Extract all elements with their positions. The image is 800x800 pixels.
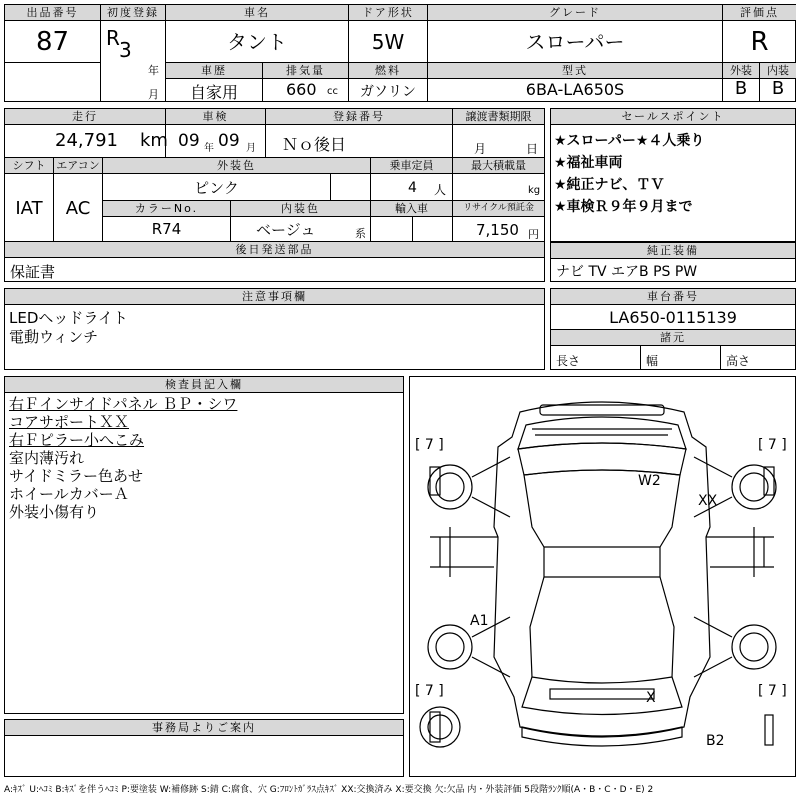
load-unit: kg <box>528 185 541 196</box>
ext-grade: B <box>734 78 748 99</box>
inspector-line: 右Ｆインサイドパネル ＢＰ・シワ <box>9 395 238 413</box>
mark-b2: B2 <box>706 733 725 749</box>
aircon: AC <box>65 198 91 219</box>
mileage-label: 走行 <box>5 109 165 125</box>
door-type: 5W <box>371 30 405 54</box>
inspector-line: 右Ｆピラー小へこみ <box>9 431 145 449</box>
insp-month: 09 <box>218 131 240 151</box>
lot-label: 出品番号 <box>5 5 100 21</box>
year-unit: 年 <box>148 64 159 77</box>
shift: IAT <box>15 198 43 219</box>
score: R <box>750 27 769 57</box>
lot-number: 87 <box>35 27 70 57</box>
car-body-diagram <box>410 377 795 776</box>
intcolor-label: 内装色 <box>231 201 370 217</box>
height-label: 高さ <box>726 354 751 368</box>
model-code: 6BA-LA650S <box>525 80 625 99</box>
sales-point-2: ★福祉車両 <box>554 155 623 171</box>
recycle-fee: 7,150 <box>476 221 519 239</box>
grade-label: グレード <box>428 5 722 21</box>
inspector-line: サイドミラー色あせ <box>9 467 143 485</box>
mark-w2: W2 <box>638 473 661 489</box>
ext-label: 外装 <box>723 63 759 79</box>
sales-point-4: ★車検Ｒ９年９月まで <box>554 199 693 215</box>
equipment: ナビ TV エアB PS PW <box>556 264 698 280</box>
ac-label: エアコン <box>54 158 102 174</box>
disp-label: 排気量 <box>263 63 348 79</box>
era: R <box>106 26 120 50</box>
score-label: 評価点 <box>723 5 796 21</box>
recycle-label: リサイクル預託金 <box>453 201 544 217</box>
color-number: R74 <box>151 220 182 238</box>
fuel: ガソリン <box>360 84 416 100</box>
history: 自家用 <box>189 83 238 102</box>
colorno-label: カラーNo. <box>103 201 230 217</box>
inspector-line: 室内薄汚れ <box>9 449 85 467</box>
model-label: 型式 <box>428 63 722 79</box>
insp-year: 09 <box>178 131 200 151</box>
chassis-label: 車台番号 <box>551 289 795 305</box>
tire-br: [ 7 ] <box>758 683 787 699</box>
color: ピンク <box>194 179 239 197</box>
sales-point-3: ★純正ナビ、ＴＶ <box>554 177 665 193</box>
int-grade: B <box>771 78 785 99</box>
transfer-day: 日 <box>526 142 539 156</box>
length-label: 長さ <box>556 354 581 368</box>
first-reg-label: 初度登録 <box>101 5 165 21</box>
insp-month-unit: 月 <box>246 143 256 154</box>
int-label: 内装 <box>760 63 796 79</box>
reg-label: 登録番号 <box>266 109 452 125</box>
inspector-line: 外装小傷有り <box>9 503 100 521</box>
office-label: 事務局よりご案内 <box>5 720 403 736</box>
mark-a1: A1 <box>470 613 489 629</box>
note-line-1: LEDヘッドライト <box>9 309 128 327</box>
capacity-unit: 人 <box>434 183 447 197</box>
mark-xx: XX <box>698 493 718 509</box>
interior-color-unit: 系 <box>355 227 366 240</box>
mileage: 24,791 <box>55 130 118 151</box>
equip-label: 純正装備 <box>551 243 795 259</box>
later-parts-label: 後日発送部品 <box>5 242 544 258</box>
mileage-unit: km <box>140 130 168 151</box>
history-label: 車歴 <box>166 63 262 79</box>
load-label: 最大積載量 <box>453 158 544 174</box>
grade: スローパー <box>525 30 625 54</box>
import-label: 輸入車 <box>371 201 452 217</box>
fuel-label: 燃料 <box>349 63 427 79</box>
name-label: 車名 <box>166 5 348 21</box>
legend: A:ｷｽﾞ U:ﾍｺﾐ B:ｷｽﾞを伴うﾍｺﾐ P:要塗装 W:補修跡 S:錆 C:腐食、穴 G:ﾌﾛﾝﾄｶﾞﾗｽ点ｷｽﾞ XX:交換済み X:要交換 欠:欠品 内・外装評価 5段階ﾗﾝｸ順(A・B・C・D・E) 2 <box>4 785 654 795</box>
note-line-2: 電動ウィンチ <box>9 328 99 346</box>
disp-unit: cc <box>327 86 338 97</box>
inspector-line: コアサポートＸＸ <box>9 413 130 431</box>
color-label: 外装色 <box>103 158 370 174</box>
tire-tl: [ 7 ] <box>415 437 444 453</box>
car-name: タント <box>227 30 287 54</box>
transfer-month: 月 <box>474 142 487 156</box>
car-diagram <box>409 376 796 777</box>
displacement: 660 <box>286 80 317 99</box>
capacity-label: 乗車定員 <box>371 158 452 174</box>
sales-point-1: ★スローパー★４人乗り <box>554 133 705 149</box>
reg-year: 3 <box>119 38 132 62</box>
inspector-line: ホイールカバーＡ <box>9 485 129 503</box>
inspector-label: 検査員記入欄 <box>5 377 403 393</box>
mark-x: X <box>646 690 656 706</box>
inspector-notes <box>9 395 399 521</box>
door-label: ドア形状 <box>349 5 427 21</box>
inspection-label: 車検 <box>166 109 265 125</box>
reg-number: Ｎｏ後日 <box>282 135 347 154</box>
chassis-number: LA650-0115139 <box>609 308 737 327</box>
dims-label: 諸元 <box>551 330 795 346</box>
interior-color: ベージュ <box>256 221 316 239</box>
later-parts: 保証書 <box>10 263 56 281</box>
tire-bl: [ 7 ] <box>415 683 444 699</box>
notes-label: 注意事項欄 <box>5 289 544 305</box>
sales-label: セールスポイント <box>551 109 795 125</box>
shift-label: シフト <box>5 158 53 174</box>
month-unit: 月 <box>148 88 159 101</box>
recycle-unit: 円 <box>528 228 539 241</box>
capacity: 4 <box>408 180 417 196</box>
tire-tr: [ 7 ] <box>758 437 787 453</box>
insp-year-unit: 年 <box>204 143 214 154</box>
width-label: 幅 <box>646 354 659 368</box>
transfer-label: 譲渡書類期限 <box>453 109 544 125</box>
